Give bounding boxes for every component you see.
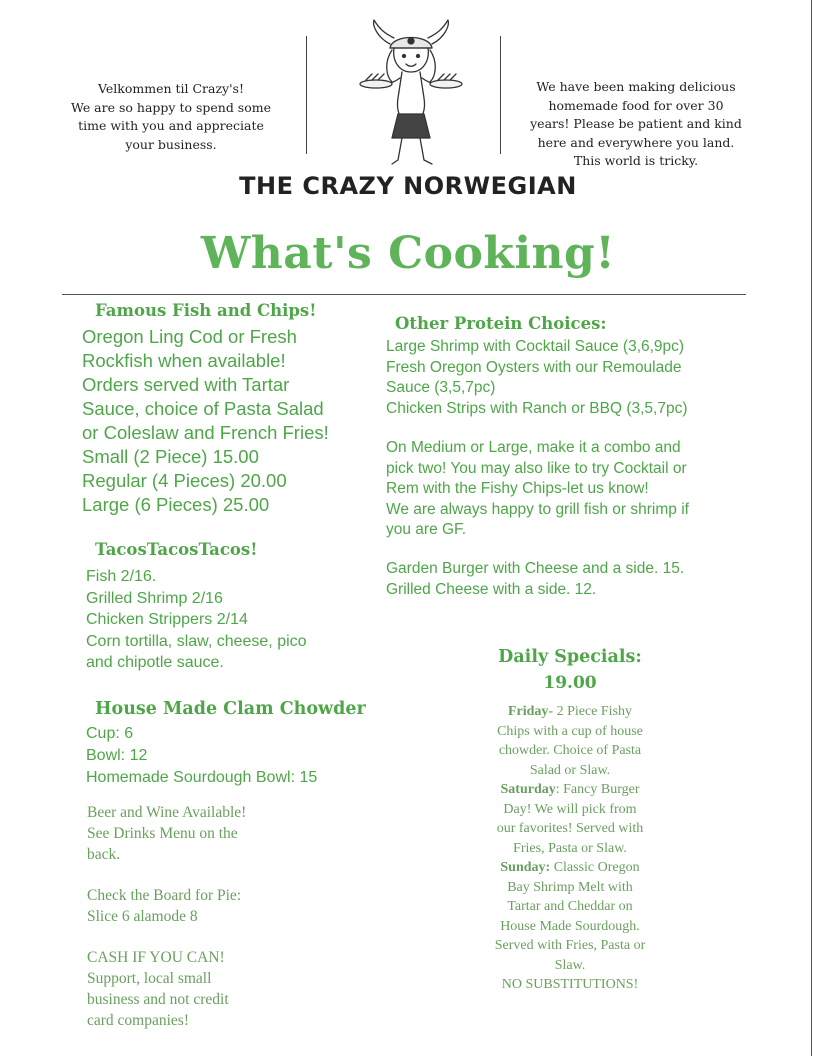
- sunday-label: Sunday:: [500, 860, 551, 875]
- welcome-line: Velkommen til Crazy's!: [97, 81, 244, 96]
- menu-line: Corn tortilla, slaw, cheese, pico: [86, 632, 307, 650]
- chowder-title: House Made Clam Chowder: [95, 699, 366, 719]
- note-line: pick two! You may also like to try Cocktail or: [386, 459, 687, 477]
- price-line: Small (2 Piece) 15.00: [82, 446, 259, 467]
- menu-line: Sauce (3,5,7pc): [386, 379, 496, 396]
- menu-line: Fresh Oregon Oysters with our Remoulade: [386, 358, 682, 376]
- special-line: Day! We will pick from: [503, 801, 637, 817]
- saturday-label: Saturday: [500, 782, 556, 797]
- menu-line: Fish 2/16.: [86, 568, 157, 585]
- viking-mascot-illustration: [352, 18, 470, 170]
- welcome-line: your business.: [125, 136, 217, 152]
- welcome-line: time with you and appreciate: [78, 118, 264, 133]
- note-line: Support, local small: [87, 970, 212, 987]
- chowder-section: [86, 723, 317, 789]
- beer-wine-note: [87, 802, 246, 865]
- divider-right: [500, 36, 501, 154]
- note-line: card companies!: [87, 1012, 189, 1029]
- menu-line: Sauce, choice of Pasta Salad: [82, 398, 324, 419]
- specials-footer: NO SUBSTITUTIONS!: [501, 977, 639, 992]
- note-line: you are GF.: [386, 521, 467, 538]
- special-line: chowder. Choice of Pasta: [498, 743, 642, 758]
- tacos-title: TacosTacosTacos!: [95, 540, 258, 559]
- menu-line: Rockfish when available!: [82, 350, 286, 371]
- menu-line: Chicken Strips with Ranch or BBQ (3,5,7pc): [386, 399, 688, 417]
- menu-line: Oregon Ling Cod or Fresh: [82, 326, 297, 347]
- page-edge: [811, 0, 812, 1056]
- special-line: Sunday: Classic Oregon: [500, 860, 640, 875]
- note-line: See Drinks Menu on the: [87, 825, 238, 842]
- specials-details: [450, 702, 690, 995]
- menu-line: and chipotle sauce.: [86, 654, 224, 671]
- special-line: Saturday: Fancy Burger: [500, 782, 640, 797]
- daily-specials: [460, 647, 680, 693]
- tacos-section: [86, 566, 307, 674]
- special-line: Tartar and Cheddar on: [507, 899, 633, 914]
- special-line: House Made Sourdough.: [500, 918, 640, 934]
- menu-line: Grilled Shrimp 2/16: [86, 589, 223, 607]
- menu-line: or Coleslaw and French Fries!: [82, 422, 329, 443]
- header-divider: [62, 294, 746, 295]
- special-line: Bay Shrimp Melt with: [507, 879, 633, 895]
- specials-title: Daily Specials:: [498, 647, 642, 667]
- fish-chips-section: [82, 325, 329, 517]
- fish-chips-title: Famous Fish and Chips!: [95, 301, 317, 320]
- intro-line: We have been making delicious: [536, 79, 736, 94]
- intro-line: homemade food for over 30: [548, 97, 724, 113]
- friday-label: Friday-: [507, 704, 554, 719]
- price-line: Regular (4 Pieces) 20.00: [82, 470, 287, 491]
- price-line: Large (6 Pieces) 25.00: [82, 494, 270, 515]
- note-line: Check the Board for Pie:: [87, 887, 242, 904]
- welcome-message: [62, 80, 280, 154]
- protein-section: [386, 337, 688, 419]
- special-line: our favorites! Served with: [496, 821, 644, 836]
- menu-line: Homemade Sourdough Bowl: 15: [86, 769, 318, 786]
- menu-line: Garden Burger with Cheese and a side. 15.: [386, 560, 685, 577]
- menu-line: Bowl: 12: [86, 747, 148, 764]
- note-line: On Medium or Large, make it a combo and: [386, 439, 681, 456]
- menu-line: Orders served with Tartar: [82, 374, 290, 395]
- special-line: Friday- 2 Piece Fishy: [507, 704, 633, 719]
- restaurant-name: THE CRAZY NORWEGIAN: [239, 172, 577, 200]
- menu-line: Chicken Strippers 2/14: [86, 611, 248, 628]
- specials-price: 19.00: [543, 673, 597, 693]
- menu-line: Grilled Cheese with a side. 12.: [386, 580, 597, 598]
- intro-line: This world is tricky.: [573, 153, 699, 168]
- burger-section: [386, 559, 684, 600]
- note-line: We are always happy to grill fish or shrimp if: [386, 500, 689, 518]
- note-line: Rem with the Fishy Chips-let us know!: [386, 480, 649, 497]
- divider-left: [306, 36, 307, 154]
- intro-line: here and everywhere you land.: [537, 134, 735, 150]
- special-line: Slaw.: [554, 957, 586, 973]
- note-line: business and not credit: [87, 991, 229, 1008]
- menu-headline: What's Cooking!: [200, 228, 616, 279]
- menu-line: Cup: 6: [86, 725, 134, 742]
- note-line: Slice 6 alamode 8: [87, 908, 198, 925]
- intro-line: years! Please be patient and kind: [530, 116, 742, 131]
- cash-note: [87, 947, 229, 1031]
- special-line: Chips with a cup of house: [497, 723, 643, 739]
- note-line: back.: [87, 846, 121, 863]
- note-line: Beer and Wine Available!: [87, 804, 247, 821]
- pie-note: [87, 885, 241, 927]
- welcome-line: We are so happy to spend some: [70, 99, 271, 115]
- special-line: Served with Fries, Pasta or: [494, 938, 646, 953]
- special-line: Salad or Slaw.: [529, 762, 611, 778]
- note-line: CASH IF YOU CAN!: [87, 949, 225, 966]
- protein-title: Other Protein Choices:: [395, 314, 607, 333]
- menu-line: Large Shrimp with Cocktail Sauce (3,6,9pc): [386, 338, 685, 355]
- intro-message: [522, 78, 750, 171]
- combo-note: [386, 438, 689, 541]
- special-line: Fries, Pasta or Slaw.: [513, 840, 627, 856]
